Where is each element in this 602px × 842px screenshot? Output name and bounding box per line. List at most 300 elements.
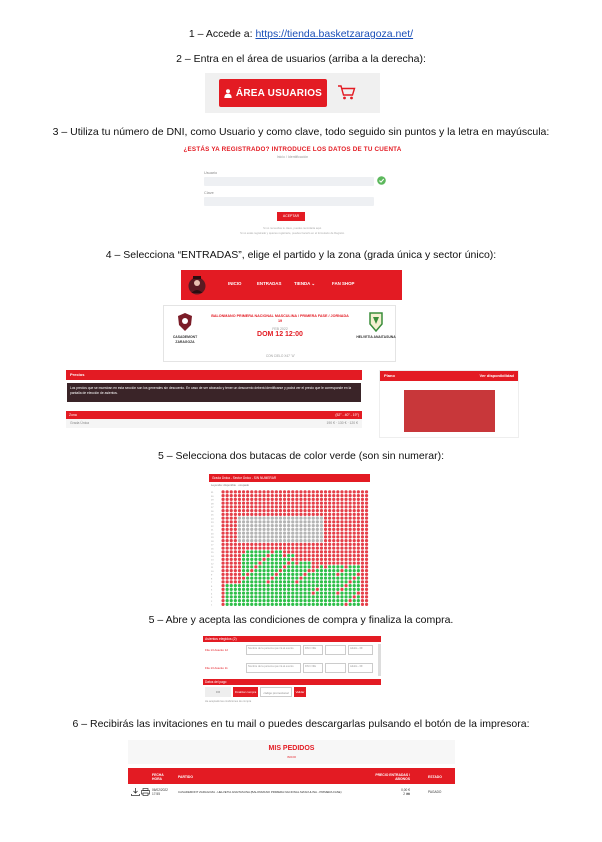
seat xyxy=(271,595,274,598)
shop-link[interactable]: https://tienda.basketzaragoza.net/ xyxy=(255,28,414,40)
seat xyxy=(287,573,290,576)
seat xyxy=(279,509,282,512)
seat xyxy=(328,595,331,598)
seat xyxy=(221,584,224,587)
seat xyxy=(242,509,245,512)
seat xyxy=(332,562,335,565)
seat xyxy=(283,599,286,602)
seat xyxy=(271,588,274,591)
nav-tienda[interactable]: TIENDA ⌄ xyxy=(294,281,316,286)
seat xyxy=(250,603,253,606)
attendee-dni-input[interactable]: DNI / NIE xyxy=(303,663,323,673)
attendee-name-input[interactable]: Nombre de la persona que irá al evento xyxy=(246,645,301,655)
seat xyxy=(299,535,302,538)
seat xyxy=(234,539,237,542)
seat xyxy=(283,535,286,538)
seat xyxy=(361,588,364,591)
attendee-id-input[interactable] xyxy=(325,645,346,655)
seat xyxy=(287,584,290,587)
seat xyxy=(336,547,339,550)
seat xyxy=(267,569,270,572)
seat xyxy=(283,603,286,606)
seat xyxy=(344,502,347,505)
seat xyxy=(242,562,245,565)
seat xyxy=(299,599,302,602)
seat xyxy=(267,505,270,508)
seat xyxy=(344,539,347,542)
seat xyxy=(340,569,343,572)
seat xyxy=(226,603,229,606)
seat xyxy=(308,494,311,497)
seat xyxy=(340,494,343,497)
seat xyxy=(262,528,265,531)
seat xyxy=(365,502,368,505)
seat xyxy=(254,524,257,527)
seat xyxy=(275,494,278,497)
seat xyxy=(246,599,249,602)
seat xyxy=(357,547,360,550)
seat xyxy=(361,543,364,546)
seat xyxy=(267,584,270,587)
seat xyxy=(316,532,319,535)
seat xyxy=(320,565,323,568)
seat xyxy=(312,528,315,531)
seat xyxy=(295,532,298,535)
attendee-dni-input[interactable]: DNI / NIE xyxy=(303,645,323,655)
login-submit-button[interactable]: ACEPTAR xyxy=(277,212,305,221)
seat xyxy=(312,520,315,523)
row-number: 11 xyxy=(211,567,214,569)
seat xyxy=(230,565,233,568)
seat xyxy=(262,565,265,568)
seat xyxy=(226,558,229,561)
seat xyxy=(242,573,245,576)
seat xyxy=(283,517,286,520)
seat xyxy=(328,543,331,546)
seat xyxy=(332,509,335,512)
seat xyxy=(344,517,347,520)
seat xyxy=(336,550,339,553)
seat xyxy=(365,524,368,527)
seat xyxy=(221,502,224,505)
seat xyxy=(365,577,368,580)
seat xyxy=(353,595,356,598)
seat xyxy=(320,543,323,546)
seat xyxy=(262,592,265,595)
seat xyxy=(267,577,270,580)
seat xyxy=(238,532,241,535)
row-number: 2 xyxy=(211,600,213,603)
seat xyxy=(275,595,278,598)
seat xyxy=(353,498,356,501)
seat xyxy=(287,554,290,557)
seat xyxy=(303,494,306,497)
seat xyxy=(279,498,282,501)
seat xyxy=(267,502,270,505)
seat xyxy=(262,569,265,572)
seat xyxy=(226,554,229,557)
seat xyxy=(291,599,294,602)
seat xyxy=(361,550,364,553)
seat xyxy=(271,517,274,520)
seat xyxy=(291,528,294,531)
seat xyxy=(324,562,327,565)
seat xyxy=(283,573,286,576)
seat xyxy=(275,520,278,523)
download-icon[interactable] xyxy=(131,788,140,796)
seat xyxy=(316,513,319,516)
seat xyxy=(254,502,257,505)
seat xyxy=(353,528,356,531)
seat xyxy=(250,490,253,493)
seat xyxy=(328,494,331,497)
seat xyxy=(291,577,294,580)
seat xyxy=(303,580,306,583)
login-form xyxy=(180,146,405,242)
seat xyxy=(299,539,302,542)
seat xyxy=(234,565,237,568)
seat xyxy=(262,558,265,561)
seat xyxy=(316,580,319,583)
seat xyxy=(308,505,311,508)
seat xyxy=(308,550,311,553)
seat xyxy=(275,580,278,583)
validate-button[interactable]: Validar xyxy=(294,687,306,697)
user-area-button[interactable] xyxy=(219,79,327,107)
seat-row-label: Fila 13 Asiento 11 xyxy=(205,666,228,670)
seat xyxy=(295,577,298,580)
seat xyxy=(279,513,282,516)
seat xyxy=(353,584,356,587)
seat xyxy=(308,513,311,516)
seat xyxy=(361,524,364,527)
seat xyxy=(238,603,241,606)
seat-map xyxy=(209,474,370,608)
seat xyxy=(287,599,290,602)
seat xyxy=(295,509,298,512)
step-3: 3 – Utiliza tu número de DNI, como Usuario y como clave, todo seguido sin puntos y la letra en mayúscula: xyxy=(52,126,550,138)
seat xyxy=(336,565,339,568)
seat xyxy=(283,505,286,508)
seat-grid[interactable] xyxy=(209,489,370,608)
seat xyxy=(238,588,241,591)
seat xyxy=(299,569,302,572)
seat xyxy=(340,562,343,565)
seat xyxy=(242,502,245,505)
seat xyxy=(295,565,298,568)
seat xyxy=(267,498,270,501)
seat xyxy=(267,588,270,591)
seat xyxy=(303,569,306,572)
nav-fan-shop[interactable]: FAN SHOP xyxy=(332,281,355,286)
terms-checkbox[interactable]: He aceptado las condiciones de compra xyxy=(205,700,252,703)
seat xyxy=(336,520,339,523)
seat xyxy=(258,599,261,602)
user-area-banner xyxy=(205,73,380,113)
seat xyxy=(275,539,278,542)
seat xyxy=(320,550,323,553)
seat xyxy=(234,494,237,497)
finalize-button[interactable]: Finalizar compra xyxy=(233,687,258,697)
seat xyxy=(287,535,290,538)
user-label: Usuario xyxy=(204,171,218,175)
seat xyxy=(295,580,298,583)
seat xyxy=(287,588,290,591)
step-1 xyxy=(0,28,602,40)
seat xyxy=(258,577,261,580)
seat xyxy=(328,584,331,587)
seat xyxy=(287,528,290,531)
seat xyxy=(312,494,315,497)
seat xyxy=(303,573,306,576)
user-input[interactable] xyxy=(204,177,374,186)
match-card[interactable] xyxy=(163,305,396,362)
seat xyxy=(271,513,274,516)
seat xyxy=(365,509,368,512)
seat xyxy=(238,565,241,568)
printer-icon[interactable] xyxy=(141,788,150,796)
seat xyxy=(279,599,282,602)
seat xyxy=(365,569,368,572)
seat xyxy=(332,554,335,557)
seat xyxy=(353,517,356,520)
seat xyxy=(250,517,253,520)
seat xyxy=(303,547,306,550)
seat xyxy=(275,532,278,535)
club-logo xyxy=(188,273,206,299)
seat xyxy=(295,592,298,595)
seat xyxy=(299,547,302,550)
seat xyxy=(361,595,364,598)
promo-code-input[interactable]: código promocional xyxy=(260,687,292,697)
seat xyxy=(336,517,339,520)
seat xyxy=(246,502,249,505)
seat xyxy=(344,532,347,535)
seat xyxy=(365,554,368,557)
seat xyxy=(320,535,323,538)
seat xyxy=(308,580,311,583)
seat xyxy=(303,513,306,516)
seat xyxy=(246,603,249,606)
row-number: 8 xyxy=(211,578,213,581)
seat xyxy=(283,550,286,553)
seat xyxy=(340,528,343,531)
seat xyxy=(324,573,327,576)
seat xyxy=(344,569,347,572)
seat xyxy=(267,599,270,602)
seat xyxy=(361,603,364,606)
seat xyxy=(353,520,356,523)
seat xyxy=(328,513,331,516)
seat xyxy=(299,524,302,527)
seat xyxy=(328,550,331,553)
nav-entradas[interactable]: ENTRADAS xyxy=(257,281,282,286)
zone-row[interactable] xyxy=(66,419,362,428)
seat xyxy=(267,592,270,595)
seat xyxy=(328,554,331,557)
seat xyxy=(250,580,253,583)
seat xyxy=(349,498,352,501)
seat xyxy=(361,535,364,538)
cart-icon[interactable] xyxy=(337,83,357,103)
ticket-type-select[interactable]: Adulto - 0€ xyxy=(348,663,373,673)
seat xyxy=(267,573,270,576)
seat xyxy=(230,498,233,501)
seat xyxy=(353,490,356,493)
seat xyxy=(254,535,257,538)
seat xyxy=(295,490,298,493)
seat xyxy=(312,543,315,546)
seat xyxy=(308,532,311,535)
seat xyxy=(299,513,302,516)
venue-map[interactable] xyxy=(404,390,495,432)
seat xyxy=(262,509,265,512)
seat xyxy=(320,599,323,602)
seat xyxy=(365,550,368,553)
seat xyxy=(328,502,331,505)
zone-header xyxy=(66,411,362,419)
seat xyxy=(267,513,270,516)
seat xyxy=(242,517,245,520)
seat xyxy=(221,580,224,583)
seat xyxy=(271,562,274,565)
seat xyxy=(262,554,265,557)
seat xyxy=(271,573,274,576)
login-note-1: Si no recuerdas tu clave, puedes recordarla aquí. xyxy=(263,227,322,230)
seat xyxy=(246,588,249,591)
seat xyxy=(332,569,335,572)
seat xyxy=(267,580,270,583)
seat xyxy=(295,550,298,553)
seat xyxy=(254,509,257,512)
seat xyxy=(344,592,347,595)
seat xyxy=(353,580,356,583)
seat xyxy=(316,550,319,553)
attendee-id-input[interactable] xyxy=(325,663,346,673)
seat xyxy=(365,535,368,538)
seat xyxy=(250,595,253,598)
seat xyxy=(234,554,237,557)
home-team-name: CASADEMONT ZARAGOZA xyxy=(172,335,198,344)
seat xyxy=(361,528,364,531)
seat xyxy=(295,599,298,602)
seat xyxy=(353,577,356,580)
seat xyxy=(316,509,319,512)
seat xyxy=(291,505,294,508)
seat xyxy=(275,584,278,587)
seat xyxy=(324,577,327,580)
seat xyxy=(238,569,241,572)
seat xyxy=(283,562,286,565)
seat xyxy=(238,498,241,501)
password-input[interactable] xyxy=(204,197,374,206)
seat xyxy=(328,532,331,535)
seat xyxy=(349,595,352,598)
seat xyxy=(275,528,278,531)
seat xyxy=(242,550,245,553)
seat xyxy=(271,599,274,602)
ticket-type-select[interactable]: Adulto - 0€ xyxy=(348,645,373,655)
seat xyxy=(328,524,331,527)
seat xyxy=(230,505,233,508)
nav-inicio[interactable]: INICIO xyxy=(228,281,242,286)
scrollbar[interactable] xyxy=(378,644,381,676)
seat xyxy=(357,584,360,587)
seat xyxy=(349,573,352,576)
seat xyxy=(221,532,224,535)
seat xyxy=(299,494,302,497)
seat xyxy=(340,554,343,557)
seat xyxy=(279,562,282,565)
seat xyxy=(365,539,368,542)
seat xyxy=(242,569,245,572)
seat xyxy=(361,547,364,550)
seat xyxy=(324,505,327,508)
seat xyxy=(324,554,327,557)
seat xyxy=(262,580,265,583)
seat xyxy=(344,573,347,576)
seat xyxy=(291,595,294,598)
seat xyxy=(357,520,360,523)
seat xyxy=(226,565,229,568)
seat xyxy=(238,573,241,576)
seat xyxy=(221,494,224,497)
seat xyxy=(271,505,274,508)
seat xyxy=(316,539,319,542)
seat xyxy=(287,524,290,527)
seat xyxy=(279,543,282,546)
seat xyxy=(246,565,249,568)
seat xyxy=(312,592,315,595)
seat xyxy=(242,494,245,497)
seat xyxy=(357,505,360,508)
row-number: 7 xyxy=(211,582,213,584)
seat xyxy=(349,554,352,557)
seat xyxy=(287,562,290,565)
seat xyxy=(303,577,306,580)
seat xyxy=(353,535,356,538)
seat xyxy=(279,539,282,542)
seat xyxy=(336,532,339,535)
order-price: 0,00 € xyxy=(401,788,410,792)
seat xyxy=(283,490,286,493)
seat xyxy=(349,588,352,591)
seat xyxy=(275,588,278,591)
seat xyxy=(328,535,331,538)
attendee-name-input[interactable]: Nombre de la persona que irá al evento xyxy=(246,663,301,673)
seat xyxy=(365,562,368,565)
seat xyxy=(283,565,286,568)
seat-map-legend: Leyenda: disponible · ocupado xyxy=(211,483,250,487)
seat xyxy=(234,592,237,595)
seat xyxy=(254,543,257,546)
seat xyxy=(258,509,261,512)
seat xyxy=(344,580,347,583)
seat xyxy=(283,592,286,595)
seat xyxy=(316,490,319,493)
seat xyxy=(344,505,347,508)
seat xyxy=(230,547,233,550)
availability-link[interactable]: Ver disponibilidad xyxy=(479,373,514,378)
seat xyxy=(291,513,294,516)
seat xyxy=(295,502,298,505)
seat xyxy=(332,592,335,595)
seat xyxy=(267,524,270,527)
seat xyxy=(258,535,261,538)
seat xyxy=(324,517,327,520)
seat xyxy=(246,554,249,557)
seat xyxy=(254,599,257,602)
